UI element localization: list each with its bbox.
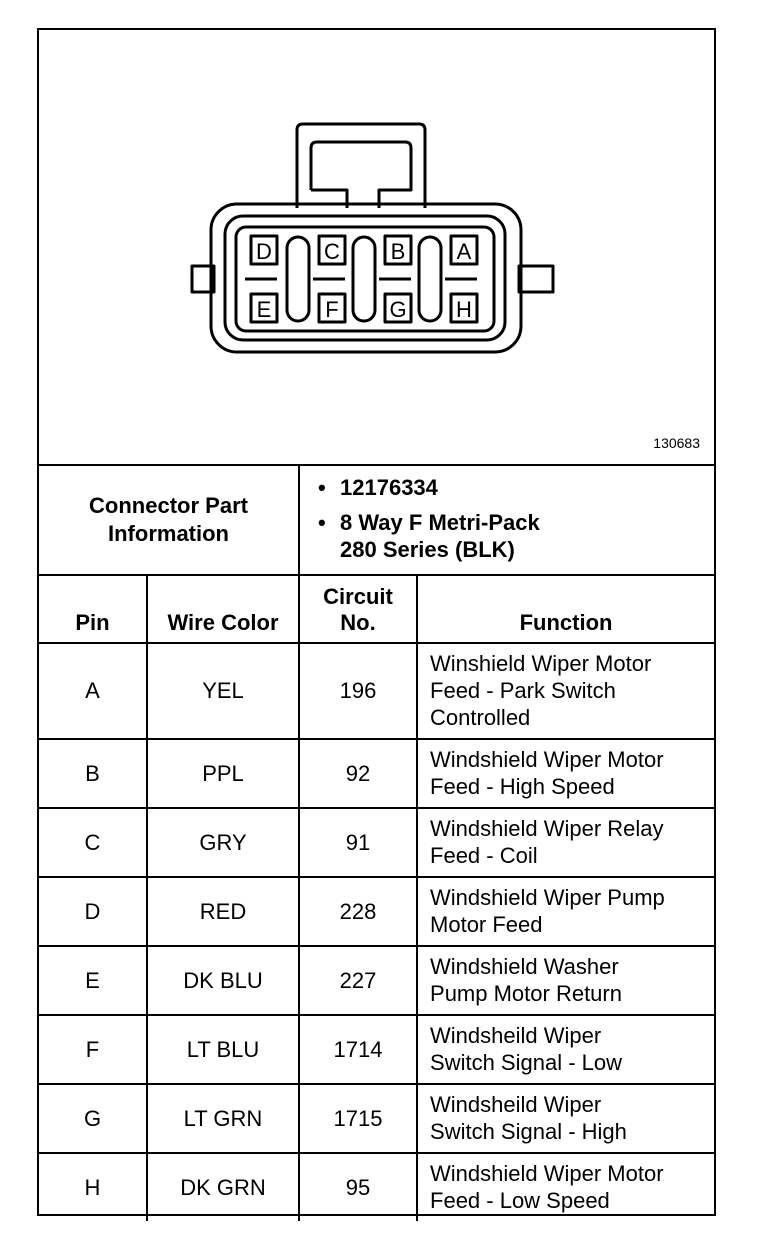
header-function: Function (417, 575, 714, 643)
function-line: Feed - High Speed (430, 774, 615, 799)
circuit-cell: 95 (299, 1153, 417, 1221)
header-circuit-line2: No. (340, 610, 376, 635)
function-line: Winshield Wiper Motor (430, 651, 652, 676)
table-row (39, 808, 714, 877)
pin-label-c: C (324, 239, 340, 264)
circuit-cell: 1714 (299, 1015, 417, 1084)
latch-outer (297, 124, 425, 208)
wire-color-cell: GRY (147, 808, 299, 877)
wire-color-cell: PPL (147, 739, 299, 808)
function-line: Windshield Washer (430, 954, 619, 979)
connector-face-drawing (39, 30, 714, 464)
function-line: Windshield Wiper Relay (430, 816, 664, 841)
function-line: Controlled (430, 705, 531, 730)
wire-color-cell: RED (147, 877, 299, 946)
wire-color-cell: YEL (147, 643, 299, 739)
header-wire-color: Wire Color (147, 575, 299, 643)
slot-1 (287, 237, 309, 321)
latch-inner (311, 142, 411, 208)
function-cell (417, 739, 714, 808)
table-row (39, 1153, 714, 1221)
function-line: Feed - Park Switch (430, 678, 616, 703)
part-info-row (39, 465, 714, 575)
circuit-cell: 92 (299, 739, 417, 808)
circuit-cell: 91 (299, 808, 417, 877)
wire-color-cell: LT GRN (147, 1084, 299, 1153)
function-line: Feed - Low Speed (430, 1188, 610, 1213)
circuit-cell: 196 (299, 643, 417, 739)
part-number: • 12176334 (340, 474, 714, 501)
connector-type (340, 509, 714, 563)
wire-color-cell: DK GRN (147, 1153, 299, 1221)
header-circuit (299, 575, 417, 643)
function-line: Windshield Wiper Motor (430, 747, 664, 772)
header-pin: Pin (39, 575, 147, 643)
function-cell (417, 877, 714, 946)
connector-type-line2: 280 Series (BLK) (340, 537, 515, 562)
pin-label-e: E (256, 297, 272, 322)
pin-cell: B (39, 739, 147, 808)
function-line: Windsheild Wiper (430, 1023, 602, 1048)
function-line: Pump Motor Return (430, 981, 622, 1006)
function-cell (417, 808, 714, 877)
part-info-label (39, 465, 299, 575)
pin-cell: G (39, 1084, 147, 1153)
function-line: Motor Feed (430, 912, 543, 937)
part-info-label-line2: Information (108, 521, 229, 546)
connector-sheet (37, 28, 716, 1216)
table-row (39, 877, 714, 946)
header-row (39, 575, 714, 643)
part-info-label-line1: Connector Part (89, 493, 248, 518)
pin-label-h: H (456, 297, 472, 322)
pin-label-g: G (389, 297, 407, 322)
function-cell (417, 1153, 714, 1221)
table-row (39, 1015, 714, 1084)
connector-type-line1: 8 Way F Metri-Pack (340, 510, 540, 535)
function-line: Switch Signal - High (430, 1119, 627, 1144)
table-row (39, 1084, 714, 1153)
header-circuit-line1: Circuit (323, 584, 393, 609)
table-row (39, 739, 714, 808)
slot-2 (353, 237, 375, 321)
wire-color-cell: DK BLU (147, 946, 299, 1015)
circuit-cell: 227 (299, 946, 417, 1015)
table-row (39, 643, 714, 739)
circuit-cell: 1715 (299, 1084, 417, 1153)
function-line: Switch Signal - Low (430, 1050, 622, 1075)
right-tab (519, 266, 553, 292)
pin-cell: C (39, 808, 147, 877)
function-line: Windshield Wiper Motor (430, 1161, 664, 1186)
wire-color-cell: LT BLU (147, 1015, 299, 1084)
function-line: Feed - Coil (430, 843, 538, 868)
connector-diagram (39, 30, 714, 466)
pin-label-a: A (456, 239, 472, 264)
pin-cell: D (39, 877, 147, 946)
function-cell (417, 1084, 714, 1153)
circuit-cell: 228 (299, 877, 417, 946)
function-cell (417, 946, 714, 1015)
pin-cell: A (39, 643, 147, 739)
table-row (39, 946, 714, 1015)
function-line: Windsheild Wiper (430, 1092, 602, 1117)
pinout-table (39, 464, 714, 1221)
part-info-details (299, 465, 714, 575)
pin-label-f: F (325, 297, 339, 322)
pin-cell: H (39, 1153, 147, 1221)
pin-label-d: D (256, 239, 272, 264)
function-cell (417, 643, 714, 739)
function-cell (417, 1015, 714, 1084)
slot-3 (419, 237, 441, 321)
pin-cell: F (39, 1015, 147, 1084)
function-line: Windshield Wiper Pump (430, 885, 665, 910)
pin-label-b: B (390, 239, 406, 264)
pin-cell: E (39, 946, 147, 1015)
figure-id: 130683 (653, 435, 700, 451)
